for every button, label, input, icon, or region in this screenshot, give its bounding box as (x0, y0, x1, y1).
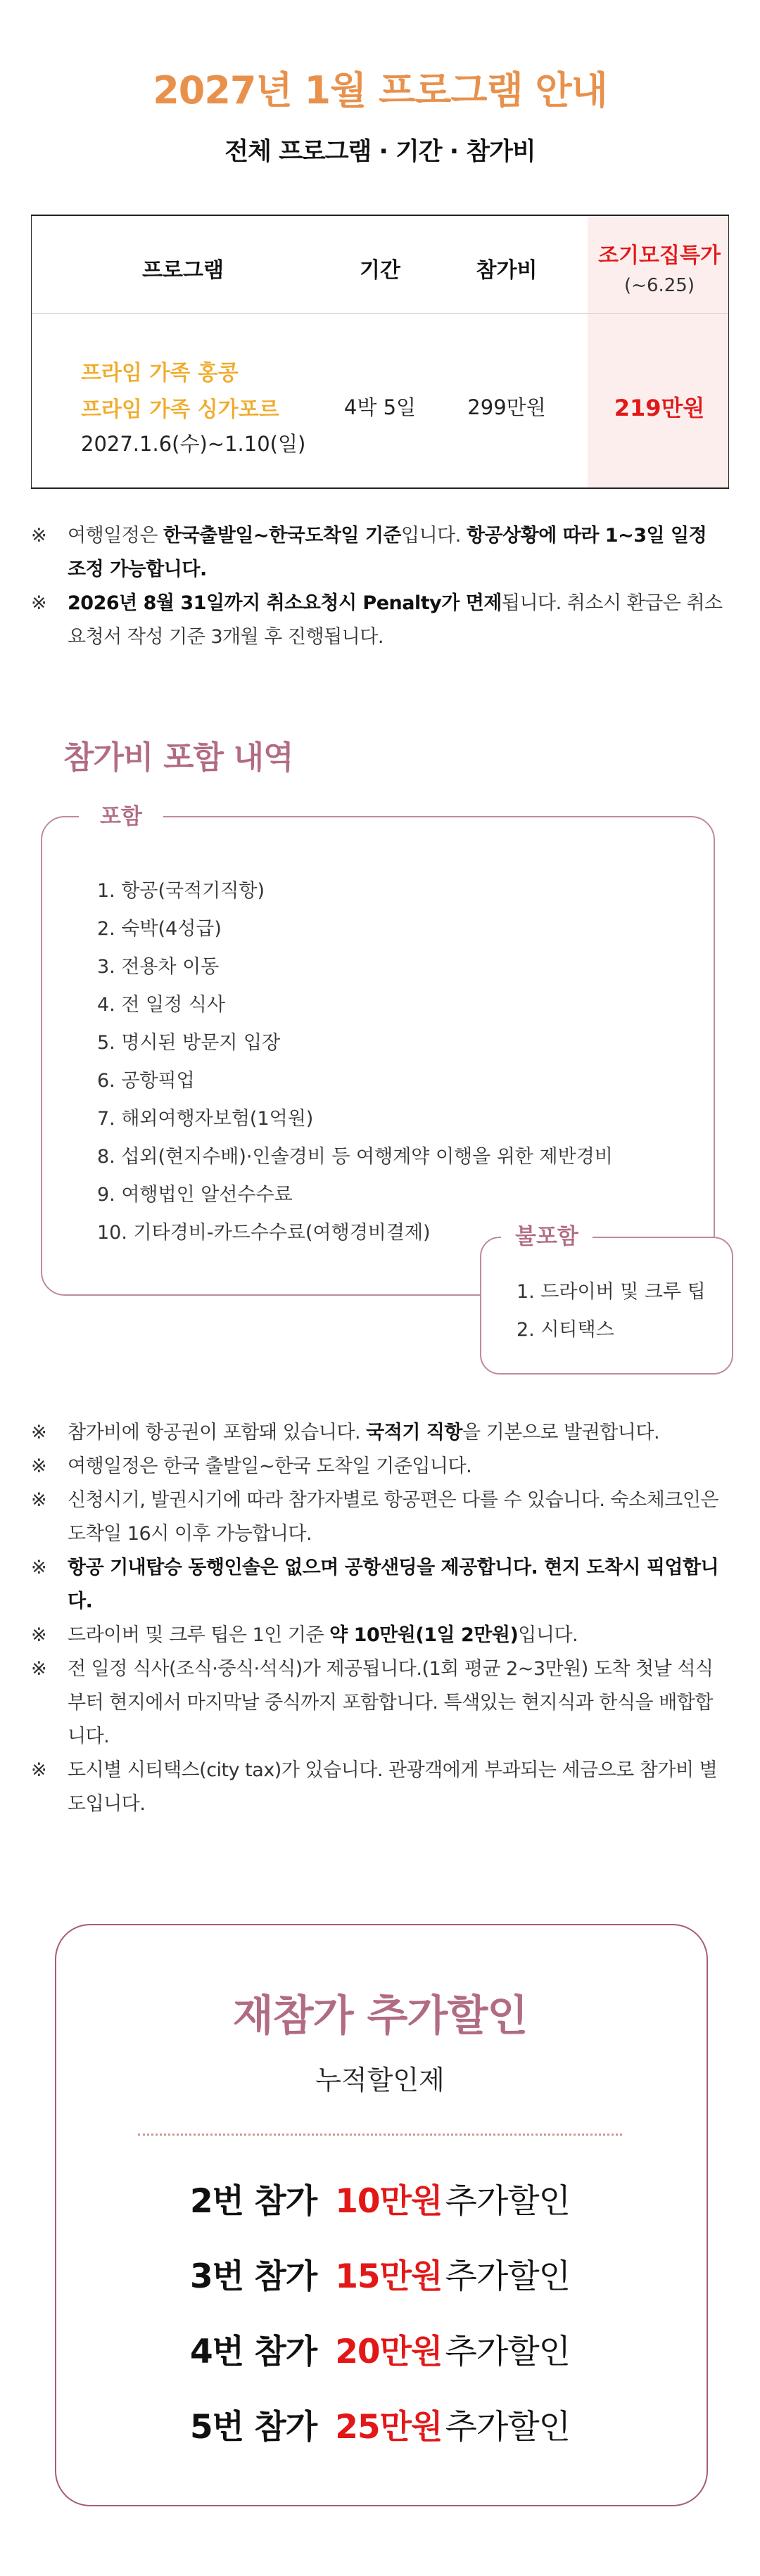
note-text-emphasis: 약 10만원(1일 2만원) (329, 1624, 519, 1646)
included-item: 5. 명시된 방문지 입장 (97, 1032, 281, 1054)
included-label: 포함 (79, 798, 163, 830)
note-item (31, 1551, 729, 1619)
discount-row (0, 2250, 760, 2297)
discount-row (0, 2175, 760, 2222)
discount-row (0, 2326, 760, 2373)
included-item: 8. 섭외(현지수배)·인솔경비 등 여행계약 이행을 위한 제반경비 (97, 1146, 613, 1168)
page-subtitle: 전체 프로그램 · 기간 · 참가비 (224, 138, 536, 166)
note-text-emphasis: 국적기 직항 (366, 1422, 462, 1443)
discount-suffix: 추가할인 (445, 2182, 571, 2221)
included-item: 10. 기타경비-카드수수료(여행경비결제) (97, 1222, 431, 1244)
discount-amount: 10만원 (335, 2182, 443, 2221)
note-text-emphasis: 2026년 8월 31일까지 취소요청시 Penalty가 면제 (68, 592, 502, 614)
included-item: 9. 여행법인 알선수수료 (97, 1184, 293, 1206)
discount-times: 2번 참가 (189, 2182, 317, 2221)
included-item: 3. 전용차 이동 (97, 956, 220, 978)
note-text: 을 기본으로 발권합니다. (462, 1422, 660, 1443)
note-text-emphasis: 한국출발일~한국도착일 기준 (163, 525, 402, 547)
note-item (31, 1754, 729, 1821)
note-mark: ※ (31, 525, 47, 547)
header-early-label: 조기모집특가 (598, 243, 721, 268)
note-text: 신청시기, 발권시기에 따라 참가자별로 항공편은 다를 수 있습니다. 숙소체크인은 도착일 16시 이후 가능합니다. (68, 1489, 719, 1545)
note-mark: ※ (31, 1759, 47, 1781)
discount-suffix: 추가할인 (445, 2333, 571, 2371)
note-mark: ※ (31, 1624, 47, 1646)
excluded-list (517, 1273, 706, 1349)
program-name-hongkong: 프라임 가족 홍콩 (81, 361, 239, 385)
included-item: 2. 숙박(4성급) (97, 918, 222, 940)
page-title: 2027년 1월 프로그램 안내 (153, 68, 607, 113)
header-early-deadline: (~6.25) (624, 275, 695, 296)
note-mark: ※ (31, 1489, 47, 1511)
discount-times: 4번 참가 (189, 2333, 317, 2371)
note-mark: ※ (31, 1557, 47, 1579)
table-header-divider (32, 313, 728, 314)
program-early-price: 219만원 (614, 395, 705, 421)
note-item (31, 519, 729, 587)
note-text: 전 일정 식사(조식·중식·석식)가 제공됩니다.(1회 평균 2~3만원) 도착 첫날 석식부터 현지에서 마지막날 중식까지 포함합니다. 특색있는 현지식과 한식을 배합합니다. (68, 1658, 714, 1747)
discount-amount: 15만원 (335, 2257, 443, 2296)
program-fee: 299만원 (467, 395, 546, 419)
program-name-singapore: 프라임 가족 싱가포르 (81, 397, 279, 422)
header-program: 프로그램 (142, 258, 224, 283)
note-item (31, 587, 729, 654)
program-period: 4박 5일 (343, 395, 417, 419)
note-mark: ※ (31, 1658, 47, 1680)
note-text: 드라이버 및 크루 팁은 1인 기준 (68, 1624, 330, 1646)
note-mark: ※ (31, 1455, 47, 1477)
discount-subtitle: 누적할인제 (315, 2065, 445, 2096)
note-text: 됩니다. 취소시 환급은 취소요청서 작성 기준 3개월 후 진행됩니다. (68, 592, 723, 648)
header-early-price (589, 241, 730, 300)
discount-times: 5번 참가 (189, 2408, 317, 2447)
discount-amount: 25만원 (335, 2408, 443, 2447)
included-list (97, 872, 613, 1252)
note-text: 도시별 시티택스(city tax)가 있습니다. 관광객에게 부과되는 세금으로 참가비 별도입니다. (68, 1759, 718, 1815)
discount-divider (138, 2134, 622, 2136)
discount-suffix: 추가할인 (445, 2257, 571, 2296)
note-item (31, 1484, 729, 1551)
notes-top (31, 519, 729, 654)
included-item: 6. 공항픽업 (97, 1070, 195, 1092)
program-table (31, 215, 729, 489)
discount-title: 재참가 추가할인 (232, 1991, 528, 2041)
note-item (31, 1652, 729, 1754)
included-item: 4. 전 일정 식사 (97, 994, 225, 1016)
included-item: 7. 해외여행자보험(1억원) (97, 1108, 314, 1130)
header-fee: 참가비 (476, 258, 538, 283)
note-mark: ※ (31, 1422, 47, 1443)
excluded-label: 불포함 (501, 1218, 593, 1250)
note-text: 입니다. (518, 1624, 578, 1646)
included-section-title: 참가비 포함 내역 (63, 739, 293, 776)
note-item (31, 1416, 729, 1450)
note-text: 입니다. (401, 525, 467, 547)
discount-times: 3번 참가 (189, 2257, 317, 2296)
note-text-emphasis: 항공 기내탑승 동행인솔은 없으며 공항샌딩을 제공합니다. 현지 도착시 픽업합니다. (68, 1557, 719, 1612)
excluded-item: 1. 드라이버 및 크루 팁 (517, 1281, 706, 1303)
note-item (31, 1619, 729, 1652)
note-text-emphasis: 항공상황에 따라 1~3일 일정 조정 가능합니다. (68, 525, 707, 580)
excluded-item: 2. 시티택스 (517, 1319, 614, 1341)
note-item (31, 1450, 729, 1484)
note-text: 참가비에 항공권이 포함돼 있습니다. (68, 1422, 367, 1443)
discount-amount: 20만원 (335, 2333, 443, 2371)
included-item: 1. 항공(국적기직항) (97, 880, 265, 902)
header-period: 기간 (360, 258, 400, 283)
note-mark: ※ (31, 592, 47, 614)
discount-suffix: 추가할인 (445, 2408, 571, 2447)
discount-row (0, 2401, 760, 2448)
note-text: 여행일정은 (68, 525, 163, 547)
note-text: 여행일정은 한국 출발일~한국 도착일 기준입니다. (68, 1455, 472, 1477)
notes-bottom (31, 1416, 729, 1821)
program-dates: 2027.1.6(수)~1.10(일) (81, 432, 306, 456)
